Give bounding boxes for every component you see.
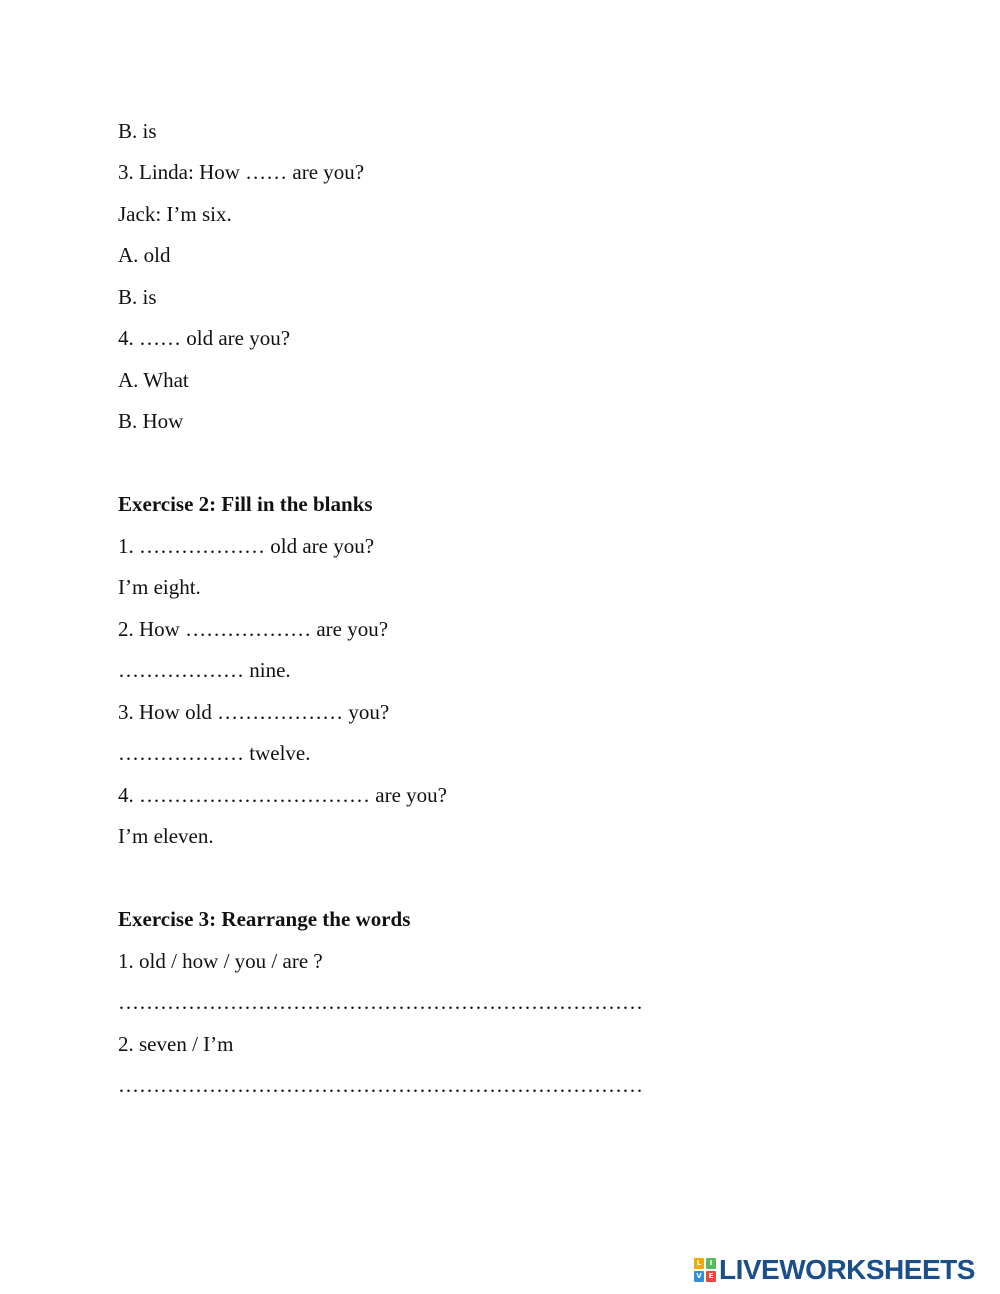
exercise1-q3-question: 3. Linda: How …… are you? (118, 160, 365, 184)
exercise1-q4-option-a[interactable]: A. What (118, 368, 189, 392)
exercise1-q3-answer: Jack: I’m six. (118, 202, 232, 226)
exercise3-heading: Exercise 3: Rearrange the words (118, 907, 411, 931)
exercise2-line: I’m eleven. (118, 824, 214, 848)
exercise2-line: I’m eight. (118, 575, 201, 599)
exercise3-q2-answer-blank[interactable]: ………………………………………………………………… (118, 1073, 643, 1097)
liveworksheets-logo-icon (694, 1258, 716, 1282)
liveworksheets-logo-text: LIVEWORKSHEETS (719, 1254, 975, 1285)
exercise2-line[interactable]: ……………… twelve. (118, 741, 311, 765)
exercise3-q2: 2. seven / I’m (118, 1032, 234, 1056)
exercise3-q1: 1. old / how / you / are ? (118, 949, 323, 973)
exercise2-line[interactable]: 4. …………………………… are you? (118, 783, 447, 807)
exercise2-line[interactable]: ……………… nine. (118, 658, 291, 682)
liveworksheets-logo (694, 1255, 975, 1285)
exercise1-q2-option-b: B. is (118, 119, 157, 143)
exercise1-q3-option-b[interactable]: B. is (118, 285, 157, 309)
logo-mark-tile: I (706, 1258, 716, 1269)
exercise2-line[interactable]: 2. How ……………… are you? (118, 617, 389, 641)
exercise2-line[interactable]: 1. ……………… old are you? (118, 534, 375, 558)
logo-mark-tile: L (694, 1258, 704, 1269)
exercise1-q3-option-a[interactable]: A. old (118, 243, 171, 267)
exercise2-heading: Exercise 2: Fill in the blanks (118, 492, 373, 516)
exercise3-q1-answer-blank[interactable]: ………………………………………………………………… (118, 990, 643, 1014)
exercise1-q4-option-b[interactable]: B. How (118, 409, 184, 433)
exercise1-q4-question: 4. …… old are you? (118, 326, 291, 350)
logo-mark-tile: V (694, 1271, 704, 1282)
exercise2-line[interactable]: 3. How old ……………… you? (118, 700, 390, 724)
logo-mark-tile: E (706, 1271, 716, 1282)
